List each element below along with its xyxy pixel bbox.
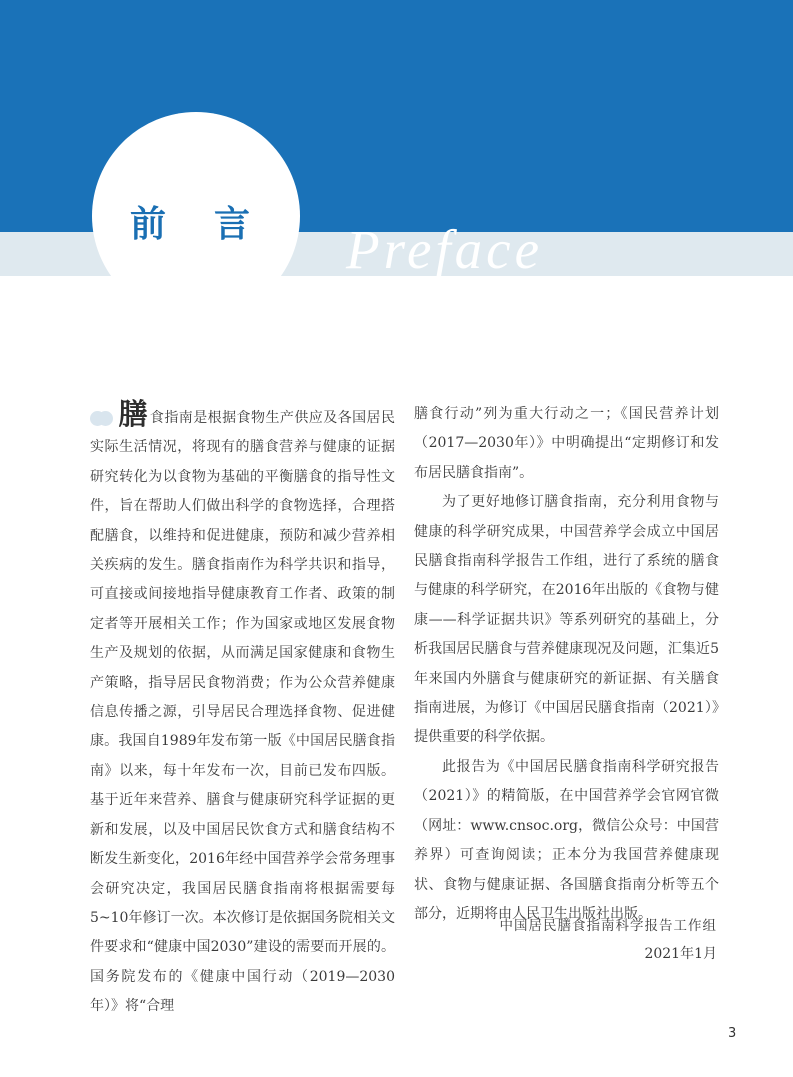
- intro-text: 食指南是根据食物生产供应及各国居民实际生活情况，将现有的膳食营养与健康的证据研究转化为以食物为基础的平衡膳食的指导性文件，旨在帮助人们做出科学的食物选择，合理搭配膳食，以维持和促进健康，预防和减少营养相关疾病的发生。膳食指南作为科学共识和指导，可直接或间接地指导健康教育工作者、政策的制定者等开展相关工作；作为国家或地区发展食物生产及规划的依据，从而满足国家健康和食物生产策略，指导居民食物消费；作为公众营养健康信息传播之源，引导居民合理选择食物、促进健康。我国自1989年发布第一版《中国居民膳食指南》以来，每十年发布一次，目前已发布四版。基于近年来营养、膳食与健康研究科学证据的更新和发展，以及中国居民饮食方式和膳食结构不断发生新变化，2016年经中国营养学会常务理事会研究决定，我国居民膳食指南将根据需要每5~10年修订一次。本次修订是依据国务院相关文件要求和“健康中国2030”建设的需要而开展的。国务院发布的《健康中国行动（2019—2030年）》将“合理: [90, 410, 395, 1015]
- drop-cap: 膳: [118, 397, 148, 431]
- signature-date: 2021年1月: [644, 946, 717, 962]
- decorative-dot-icon: [98, 411, 113, 426]
- paragraph-2: 为了更好地修订膳食指南，充分利用食物与健康的科学研究成果，中国营养学会成立中国居民膳食指南科学报告工作组，进行了系统的膳食与健康的科学研究，在2016年出版的《食物与健康——科学证据共识》等系列研究的基础上，分析我国居民膳食与营养健康现况及问题，汇集近5年来国内外膳食与健康研究的新证据、有关膳食指南进展，为修订《中国居民膳食指南（2021）》提供重要的科学依据。: [414, 494, 719, 746]
- page-title: 前言: [130, 204, 299, 245]
- continued-paragraph: 膳食行动”列为重大行动之一；《国民营养计划（2017—2030年）》中明确提出“定期修订和发布居民膳食指南”。: [414, 406, 719, 481]
- right-column: [414, 400, 719, 929]
- preface-subtitle: Preface: [346, 219, 543, 280]
- intro-paragraph: [90, 397, 395, 1022]
- left-column: [90, 397, 395, 1022]
- paragraph-3: 此报告为《中国居民膳食指南科学研究报告（2021）》的精简版，在中国营养学会官网官微（网址：www.cnsoc.org，微信公众号：中国营养界）可查询阅读；正本分为我国营养健康现状、食物与健康证据、各国膳食指南分析等五个部分，近期将由人民卫生出版社出版。: [414, 758, 719, 922]
- page-number: 3: [728, 1026, 737, 1041]
- signature-org: 中国居民膳食指南科学报告工作组: [499, 918, 717, 934]
